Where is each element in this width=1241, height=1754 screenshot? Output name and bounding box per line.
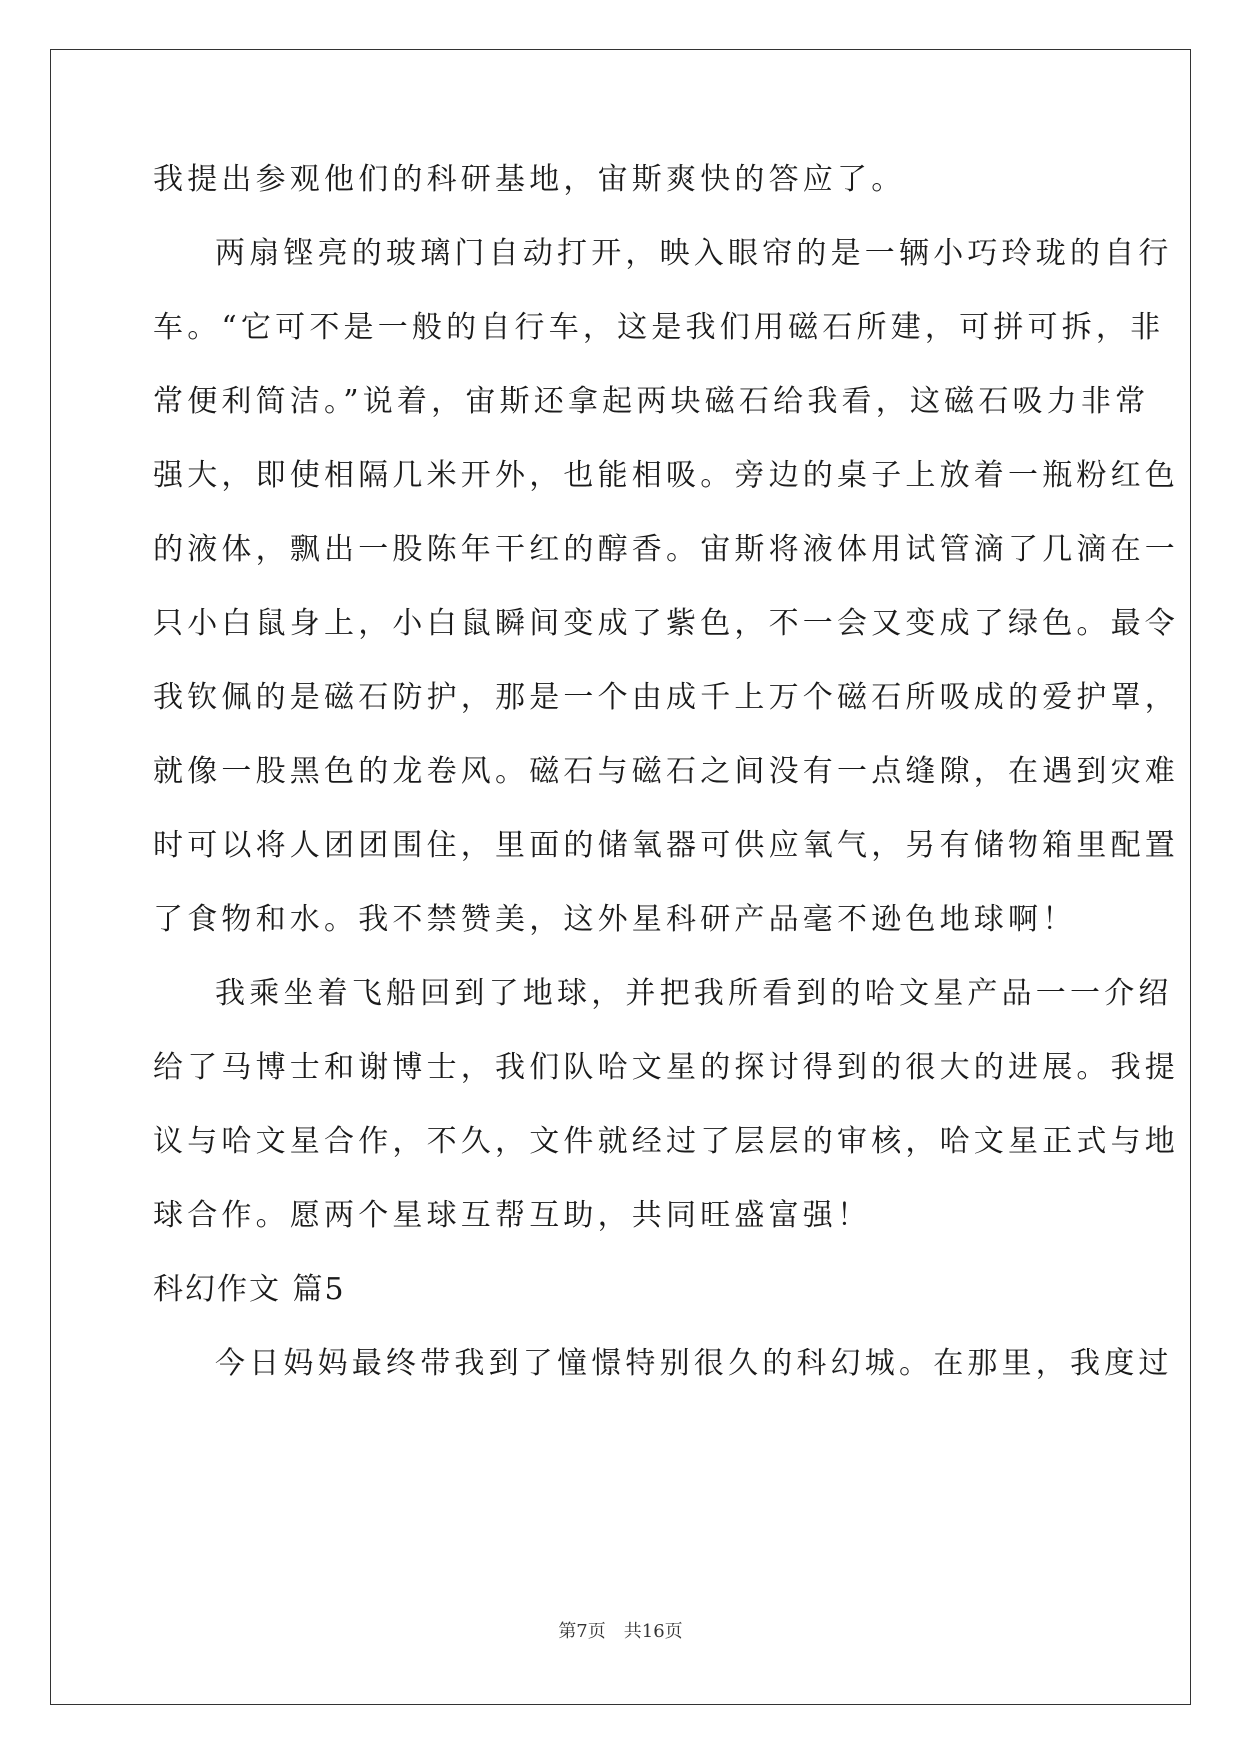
paragraph-first-line: 我乘坐着飞船回到了地球，并把我所看到的哈文星产品一一介绍 [215, 976, 1173, 1011]
text-line: 时可以将人团团围住，里面的储氧器可供应氧气，另有储物箱里配置 [153, 828, 1179, 863]
text-line: 车。“它可不是一般的自行车，这是我们用磁石所建，可拼可拆，非 [153, 310, 1165, 345]
text-line: 球合作。愿两个星球互帮互助，共同旺盛富强！ [153, 1198, 872, 1233]
text-line: 议与哈文星合作，不久，文件就经过了层层的审核，哈文星正式与地 [153, 1124, 1179, 1159]
page-number-footer: 第7页 共16页 [558, 1621, 683, 1642]
text-line: 常便利简洁。”说着，宙斯还拿起两块磁石给我看，这磁石吸力非常 [153, 384, 1150, 419]
paragraph-first-line: 两扇铿亮的玻璃门自动打开，映入眼帘的是一辆小巧玲珑的自行 [215, 236, 1173, 271]
text-line: 的液体，飘出一股陈年干红的醇香。宙斯将液体用试管滴了几滴在一 [153, 532, 1179, 567]
text-line: 只小白鼠身上，小白鼠瞬间变成了紫色，不一会又变成了绿色。最令 [153, 606, 1179, 641]
text-line: 给了马博士和谢博士，我们队哈文星的探讨得到的很大的进展。我提 [153, 1050, 1179, 1085]
page-border [50, 49, 1191, 1705]
text-line: 了食物和水。我不禁赞美，这外星科研产品毫不逊色地球啊！ [153, 902, 1077, 937]
text-line: 强大，即使相隔几米开外，也能相吸。旁边的桌子上放着一瓶粉红色 [153, 458, 1179, 493]
text-line: 我钦佩的是磁石防护，那是一个由成千上万个磁石所吸成的爱护罩， [153, 680, 1179, 715]
text-line: 我提出参观他们的科研基地，宙斯爽快的答应了。 [153, 162, 906, 197]
text-line: 就像一股黑色的龙卷风。磁石与磁石之间没有一点缝隙，在遇到灾难 [153, 754, 1179, 789]
paragraph-first-line: 今日妈妈最终带我到了憧憬特别很久的科幻城。在那里，我度过 [215, 1346, 1173, 1381]
section-heading: 科幻作文 篇5 [153, 1272, 346, 1307]
